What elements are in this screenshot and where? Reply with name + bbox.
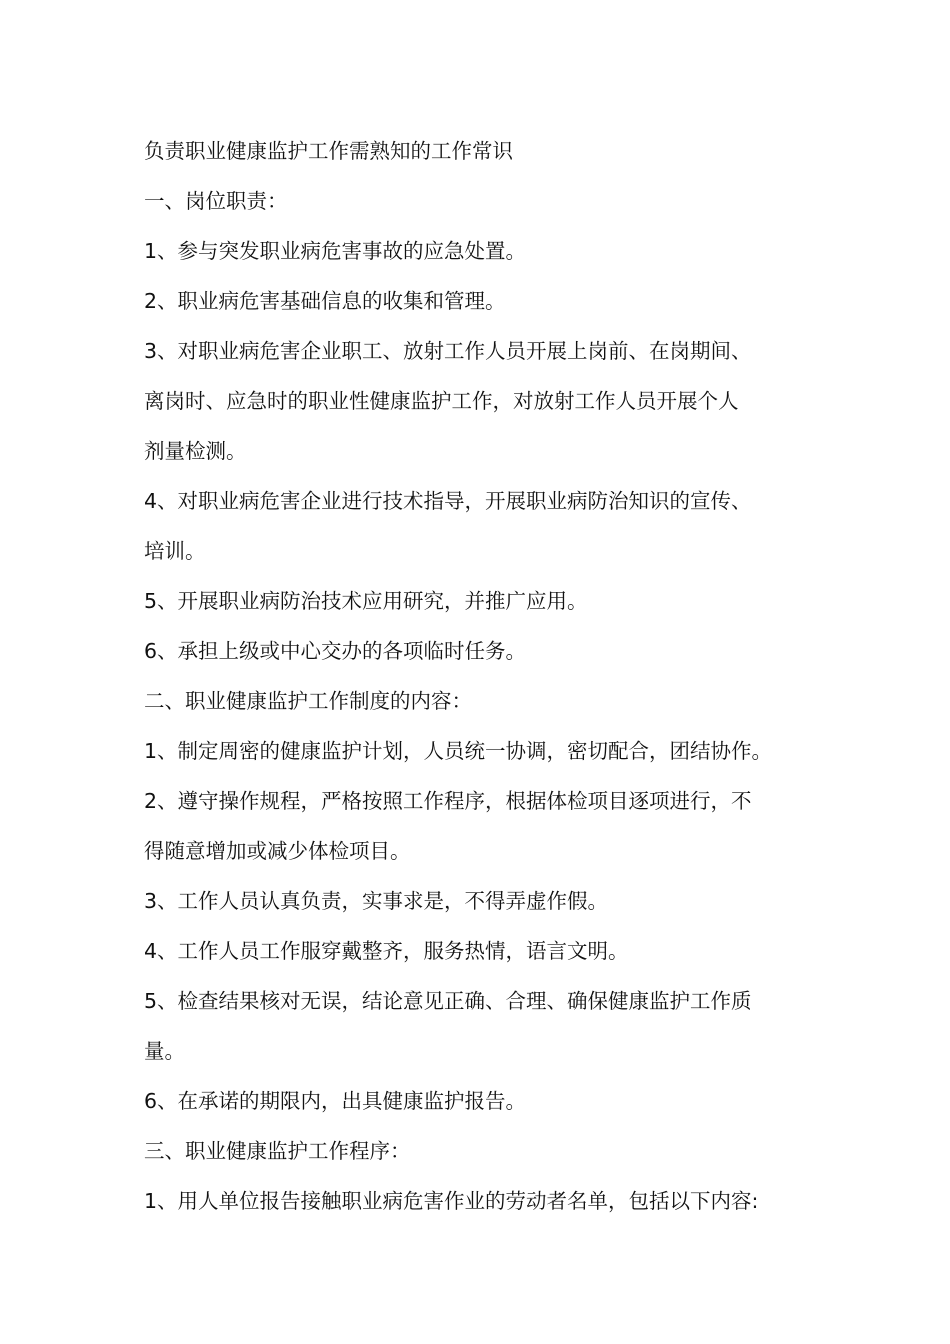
paragraph-line: 6、承担上级或中心交办的各项临时任务。 <box>144 639 527 663</box>
paragraph-line: 1、参与突发职业病危害事故的应急处置。 <box>144 239 527 263</box>
paragraph-line: 离岗时、应急时的职业性健康监护工作，对放射工作人员开展个人 <box>144 389 739 413</box>
paragraph-line: 3、对职业病危害企业职工、放射工作人员开展上岗前、在岗期间、 <box>144 339 752 363</box>
paragraph-line: 4、工作人员工作服穿戴整齐，服务热情，语言文明。 <box>144 939 629 963</box>
paragraph-line: 4、对职业病危害企业进行技术指导，开展职业病防治知识的宣传、 <box>144 489 752 513</box>
document-title: 负责职业健康监护工作需熟知的工作常识 <box>144 139 513 163</box>
paragraph-line: 5、检查结果核对无误，结论意见正确、合理、确保健康监护工作质 <box>144 989 752 1013</box>
section-heading-rules: 二、职业健康监护工作制度的内容： <box>144 689 472 713</box>
paragraph-line: 2、遵守操作规程，严格按照工作程序，根据体检项目逐项进行，不 <box>144 789 752 813</box>
paragraph-line: 剂量检测。 <box>144 439 247 463</box>
document-body <box>144 126 834 1226</box>
paragraph-line: 3、工作人员认真负责，实事求是，不得弄虚作假。 <box>144 889 609 913</box>
paragraph-line: 得随意增加或减少体检项目。 <box>144 839 411 863</box>
paragraph-line: 1、用人单位报告接触职业病危害作业的劳动者名单，包括以下内容: <box>144 1189 759 1213</box>
paragraph-line: 5、开展职业病防治技术应用研究，并推广应用。 <box>144 589 588 613</box>
paragraph-line: 1、制定周密的健康监护计划，人员统一协调，密切配合，团结协作。 <box>144 739 773 763</box>
paragraph-line: 2、职业病危害基础信息的收集和管理。 <box>144 289 506 313</box>
paragraph-line: 培训。 <box>144 539 206 563</box>
paragraph-line: 6、在承诺的期限内，出具健康监护报告。 <box>144 1089 527 1113</box>
section-heading-duties: 一、岗位职责： <box>144 189 288 213</box>
paragraph-line: 量。 <box>144 1039 185 1063</box>
section-heading-procedure: 三、职业健康监护工作程序： <box>144 1139 411 1163</box>
